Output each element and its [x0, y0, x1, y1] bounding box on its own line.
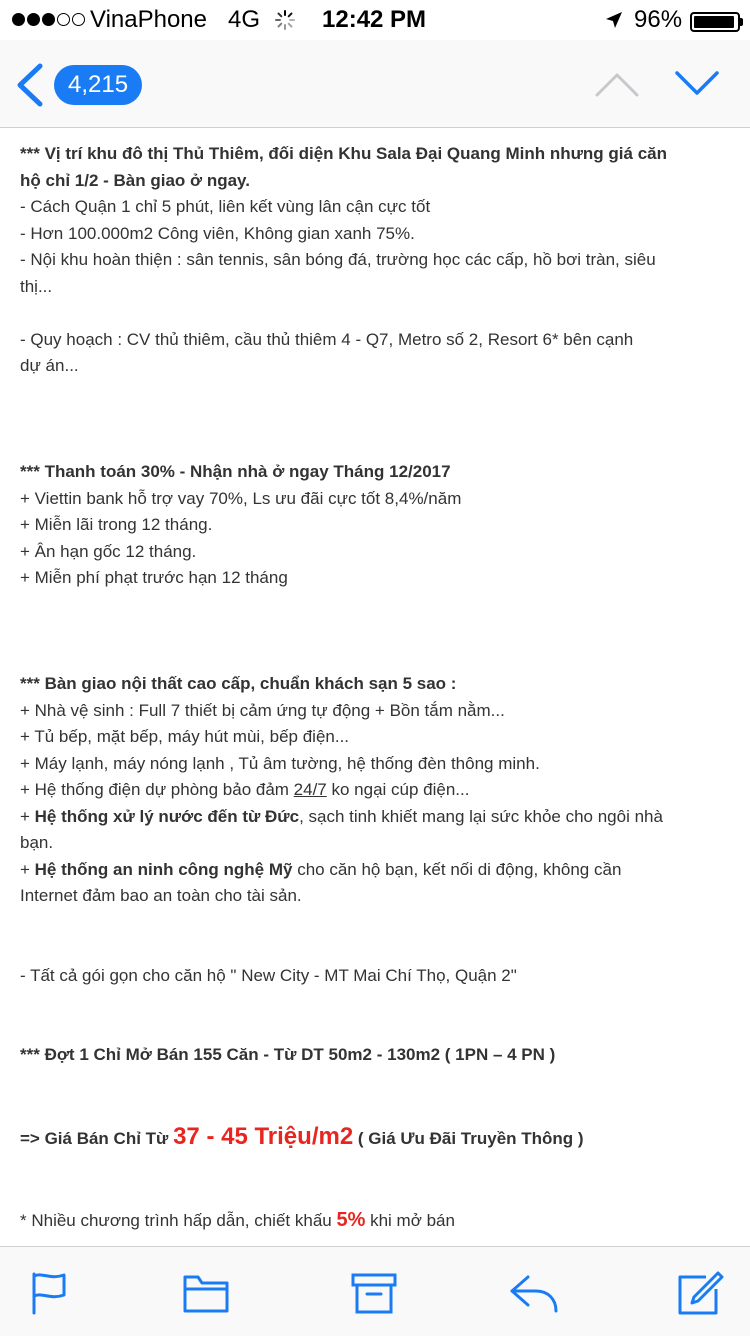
signal-strength-icon	[12, 13, 85, 26]
location-arrow-icon	[604, 10, 624, 30]
blank-line	[20, 936, 732, 963]
blank-line	[20, 300, 732, 327]
blank-line	[20, 1180, 732, 1207]
back-to-inbox-button[interactable]	[14, 62, 154, 108]
text-line: + Ân hạn gốc 12 tháng.	[20, 541, 197, 561]
text-line: + Máy lạnh, máy nóng lạnh , Tủ âm tường, hệ thống đèn thông minh.	[20, 753, 540, 773]
text-line: *** Vị trí khu đô thị Thủ Thiêm, đối diện Khu Sala Đại Quang Minh nhưng giá căn	[20, 144, 667, 163]
text-line: - Quy hoạch : CV thủ thiêm, cầu thủ thiêm 4 - Q7, Metro số 2, Resort 6* bên cạnh	[20, 329, 634, 349]
reply-icon[interactable]	[510, 1271, 558, 1315]
bottom-toolbar	[0, 1246, 750, 1336]
blank-line	[20, 380, 732, 407]
blank-line	[20, 645, 732, 672]
text-span: , sạch tinh khiết mang lại sức khỏe cho ngôi nhà	[299, 806, 663, 826]
message-body	[20, 140, 732, 1234]
underlined-text: 24/7	[293, 780, 327, 799]
blank-line	[20, 1095, 732, 1122]
battery-icon	[690, 12, 740, 32]
text-line: - Tất cả gói gọn cho căn hộ " New City - MT Mai Chí Thọ, Quận 2"	[20, 965, 517, 985]
blank-line	[20, 1069, 732, 1096]
text-span: ko ngại cúp điện...	[326, 780, 470, 799]
discount-line	[20, 1207, 732, 1235]
compose-icon[interactable]	[676, 1271, 724, 1315]
text-line: thị...	[20, 276, 53, 296]
text-span: => Giá Bán Chỉ Từ	[20, 1128, 174, 1148]
text-line: + Tủ bếp, mặt bếp, máy hút mùi, bếp điện...	[20, 727, 350, 746]
carrier-name: VinaPhone	[90, 6, 207, 33]
text-line: - Cách Quận 1 chỉ 5 phút, liên kết vùng lân cận cực tốt	[20, 197, 431, 216]
text-line: *** Thanh toán 30% - Nhận nhà ở ngay Tháng 12/2017	[20, 462, 451, 481]
bold-text: Hệ thống xử lý nước đến từ Đức	[34, 806, 300, 826]
text-line: hộ chỉ 1/2 - Bàn giao ở ngay.	[20, 170, 250, 190]
text-line: Internet đảm bao an toàn cho tài sản.	[20, 886, 302, 905]
bold-text: Hệ thống an ninh công nghệ Mỹ	[34, 859, 293, 879]
network-type: 4G	[228, 6, 261, 33]
blank-line	[20, 1154, 732, 1181]
text-span: khi mở bán	[365, 1210, 455, 1230]
text-span: +	[20, 859, 35, 879]
archive-icon[interactable]	[350, 1271, 398, 1315]
text-line	[20, 857, 732, 884]
battery-percent: 96%	[634, 6, 683, 33]
previous-message-chevron-up-icon[interactable]	[594, 70, 640, 98]
blank-line	[20, 592, 732, 619]
discount-percent-text: 5%	[336, 1208, 366, 1231]
blank-line	[20, 406, 732, 433]
text-span: + Hệ thống điện dự phòng bảo đảm	[20, 780, 294, 799]
navigation-bar	[0, 40, 750, 128]
activity-spinner-icon	[275, 10, 295, 30]
text-line: + Miễn phí phạt trước hạn 12 tháng	[20, 568, 288, 587]
text-span: * Nhiều chương trình hấp dẫn, chiết khấu	[20, 1210, 337, 1230]
price-range-text: 37 - 45 Triệu/m2	[173, 1122, 354, 1150]
text-line	[20, 804, 732, 831]
text-line: + Miễn lãi trong 12 tháng.	[20, 515, 213, 534]
folder-icon[interactable]	[182, 1271, 230, 1315]
text-line: + Viettin bank hỗ trợ vay 70%, Ls ưu đãi cực tốt 8,4%/năm	[20, 488, 462, 508]
chevron-left-icon	[14, 63, 46, 107]
blank-line	[20, 989, 732, 1016]
text-line: *** Đợt 1 Chỉ Mở Bán 155 Căn - Từ DT 50m2 - 130m2 ( 1PN – 4 PN )	[20, 1045, 556, 1064]
text-line	[20, 777, 732, 804]
blank-line	[20, 910, 732, 937]
status-bar	[0, 0, 750, 40]
text-line: *** Bàn giao nội thất cao cấp, chuẩn khách sạn 5 sao :	[20, 674, 457, 693]
text-line: - Nội khu hoàn thiện : sân tennis, sân bóng đá, trường học các cấp, hồ bơi tràn, siêu	[20, 250, 656, 269]
text-span: cho căn hộ bạn, kết nối di động, không cần	[292, 859, 622, 879]
text-line: dự án...	[20, 356, 79, 375]
text-line: bạn.	[20, 833, 54, 852]
text-line: + Nhà vệ sinh : Full 7 thiết bị cảm ứng tự động + Bồn tắm nằm...	[20, 700, 505, 720]
message-count-badge: 4,215	[54, 65, 142, 105]
price-line	[20, 1122, 732, 1154]
text-span: +	[20, 806, 35, 826]
text-span: ( Giá Ưu Đãi Truyền Thông )	[353, 1128, 584, 1148]
flag-icon[interactable]	[26, 1271, 74, 1315]
blank-line	[20, 1016, 732, 1043]
next-message-chevron-down-icon[interactable]	[674, 70, 720, 98]
clock: 12:42 PM	[322, 6, 427, 33]
blank-line	[20, 433, 732, 460]
battery-tip	[740, 18, 743, 26]
text-line: - Hơn 100.000m2 Công viên, Không gian xanh 75%.	[20, 223, 415, 243]
blank-line	[20, 618, 732, 645]
